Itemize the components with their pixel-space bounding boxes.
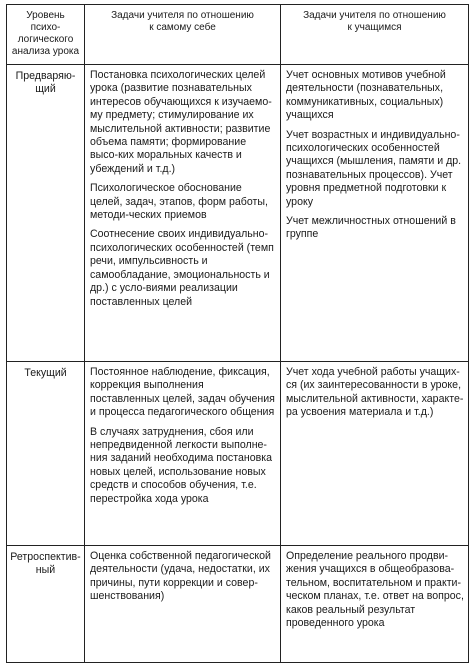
level-cell: [7, 362, 85, 546]
level-label: Предваряю- щий: [15, 70, 76, 96]
task-paragraph: Учет основных мотивов учебной деятельности (познавательных, коммуникативных, социальных) учащихся: [286, 69, 446, 122]
level-label: Текущий: [24, 367, 67, 379]
self-tasks-cell: [85, 546, 281, 663]
task-paragraph: Учет хода учебной работы учащих-ся (их заинтересованности в уроке, мыслительной активности, характе-ра усвоения материала и т.д.): [286, 366, 464, 419]
header-self: Задачи учителя по отношению к самому себе: [85, 5, 281, 65]
level-cell: [7, 546, 85, 663]
self-tasks-cell: [85, 362, 281, 546]
table-row: [7, 546, 469, 663]
table-row: [7, 362, 469, 546]
header-level: Уровень психо- логического анализа урока: [7, 5, 85, 65]
self-tasks-cell: [85, 65, 281, 362]
students-tasks-cell: [281, 546, 469, 663]
task-paragraph: Постоянное наблюдение, фиксация, коррекция выполнения поставленных целей, задач обучения и процесса педагогического общения: [90, 366, 275, 419]
task-paragraph: В случаях затруднения, сбоя или непредвиденной легкости выполне-ния заданий необходима постановка новых целей, использование новых средств и способов обучения, т.е. перестройка хода урока: [90, 425, 272, 505]
lesson-analysis-table: [6, 4, 469, 663]
students-tasks-cell: [281, 362, 469, 546]
task-paragraph: Соотнесение своих индивидуально-психологических особенностей (темп речи, импульсивность и самообладание, эмоциональность и др.) с усло-виями реализации поставленных целей: [90, 228, 274, 308]
task-paragraph: Постановка психологических целей урока (развитие познавательных интересов обучающихся к изучаемо-му предмету; стимулирование их мыслительной активности; развитие объема памяти; формирование высо-ких моральных качеств и убеждений и т.д.): [90, 69, 272, 175]
level-cell: [7, 65, 85, 362]
header-students: Задачи учителя по отношению к учащимся: [281, 5, 469, 65]
task-paragraph: Оценка собственной педагогической деятельности (удача, недостатки, их причины, пути коррекции и совер-шенствования): [90, 550, 271, 603]
task-paragraph: Учет межличностных отношений в группе: [286, 215, 456, 241]
header-row: [7, 5, 469, 65]
task-paragraph: Психологическое обоснование целей, задач, этапов, форм работы, методи-ческих приемов: [90, 182, 268, 222]
task-paragraph: Учет возрастных и индивидуально-психологических особенностей учащихся (мышления, памяти и др. познавательных процессов). Учет уровня предметной подготовки к уроку: [286, 128, 462, 208]
task-paragraph: Определение реального продви-жения учащихся в общеобразова-тельном, воспитательном и практи-ческом планах, т.е. ответ на вопрос, каков реальный результат проведенного урока: [286, 550, 464, 630]
level-label: Ретроспектив- ный: [10, 551, 81, 577]
students-tasks-cell: [281, 65, 469, 362]
document-page: [6, 4, 468, 663]
table-row: [7, 65, 469, 362]
